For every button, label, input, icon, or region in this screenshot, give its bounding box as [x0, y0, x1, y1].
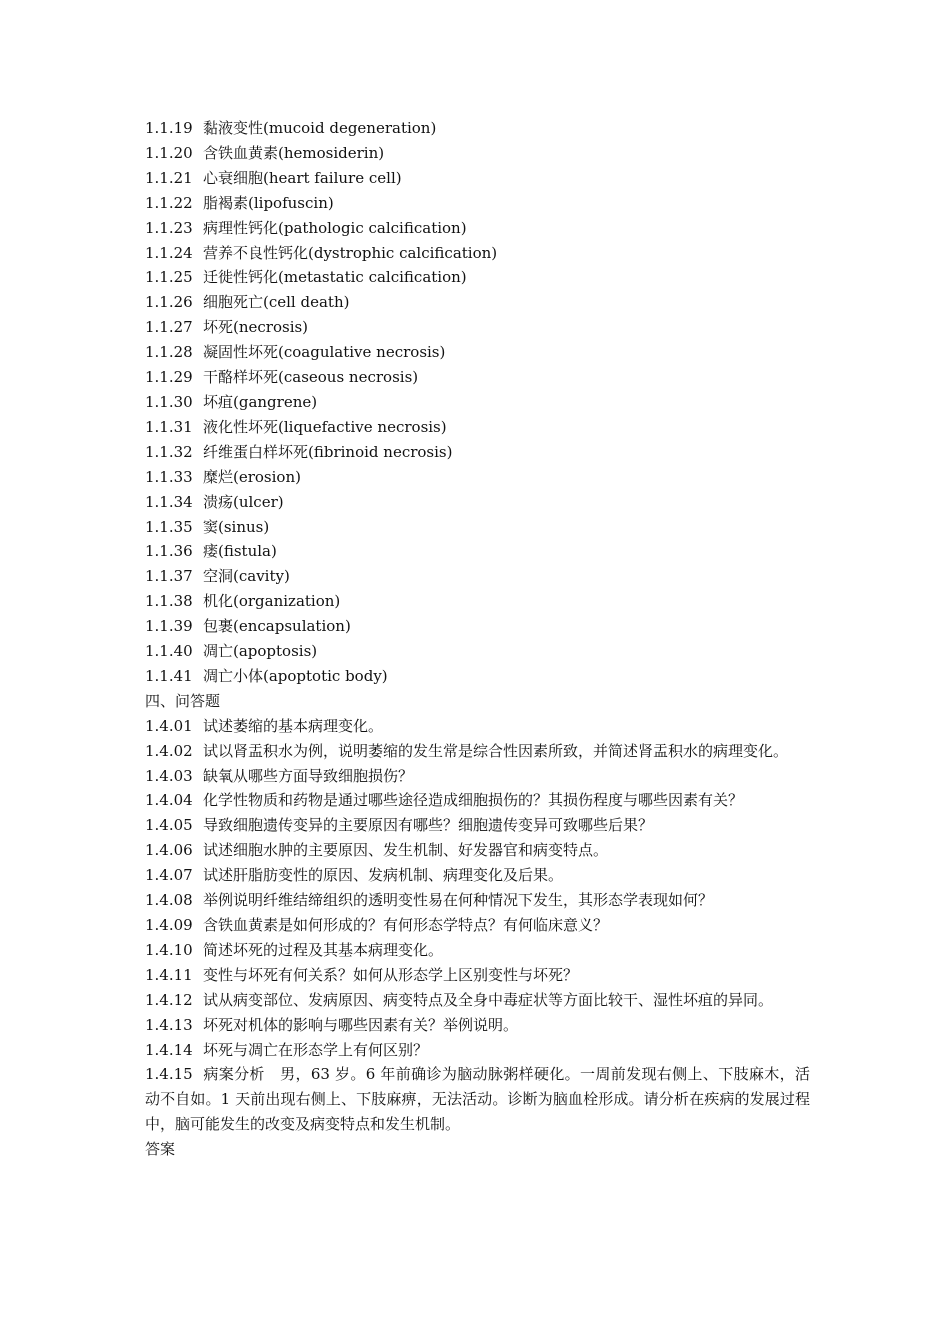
item-text: 溃疡(ulcer)	[203, 492, 284, 511]
term-item	[145, 216, 810, 241]
item-text: 含铁血黄素是如何形成的？有何形态学特点？有何临床意义？	[203, 916, 609, 934]
answer-heading: 答案	[145, 1140, 176, 1159]
item-text: 含铁血黄素(hemosiderin)	[203, 143, 385, 162]
item-text: 试以肾盂积水为例，说明萎缩的发生常是综合性因素所致，并简述肾盂积水的病理变化。	[203, 741, 789, 760]
section-heading: 四、问答题	[145, 691, 221, 710]
item-text: 坏疽(gangrene)	[203, 392, 318, 411]
item-text: 举例说明纤维结缔组织的透明变性易在何种情况下发生，其形态学表现如何？	[203, 891, 714, 910]
item-text: 病理性钙化(pathologic calcification)	[203, 218, 467, 237]
question-item	[145, 963, 810, 988]
item-text: 化学性物质和药物是通过哪些途径造成细胞损伤的？其损伤程度与哪些因素有关？	[203, 791, 744, 810]
term-item	[145, 290, 810, 315]
item-number: 1.4.01	[145, 716, 193, 735]
term-item	[145, 141, 810, 166]
item-number: 1.1.34	[145, 492, 193, 511]
item-text: 心衰细胞(heart failure cell)	[203, 168, 402, 187]
item-text: 简述坏死的过程及其基本病理变化。	[203, 940, 444, 959]
item-number: 1.1.19	[145, 119, 193, 137]
item-number: 1.4.14	[145, 1040, 193, 1059]
item-number: 1.1.38	[145, 592, 193, 611]
item-text: 凋亡小体(apoptotic body)	[203, 666, 388, 685]
item-number: 1.4.04	[145, 791, 193, 810]
term-item	[145, 589, 810, 614]
question-item	[145, 813, 810, 838]
terms-list	[145, 116, 810, 689]
item-number: 1.4.12	[145, 990, 193, 1009]
question-item	[145, 888, 810, 913]
item-number: 1.1.36	[145, 542, 193, 561]
term-item	[145, 465, 810, 490]
term-item	[145, 490, 810, 515]
item-number: 1.4.05	[145, 816, 193, 835]
term-item	[145, 539, 810, 564]
item-number: 1.1.27	[145, 318, 193, 337]
item-number: 1.1.32	[145, 442, 193, 461]
item-text: 糜烂(erosion)	[203, 467, 301, 486]
term-item	[145, 166, 810, 191]
item-number: 1.4.10	[145, 940, 193, 959]
item-number: 1.1.28	[145, 343, 193, 362]
questions-list	[145, 714, 810, 1137]
item-number: 1.1.35	[145, 517, 193, 536]
term-item	[145, 639, 810, 664]
item-number: 1.4.08	[145, 891, 193, 910]
item-number: 1.4.15	[145, 1065, 193, 1084]
item-number: 1.4.11	[145, 965, 193, 984]
item-number: 1.1.21	[145, 168, 193, 187]
item-text: 凝固性坏死(coagulative necrosis)	[203, 343, 446, 362]
item-text: 窦(sinus)	[203, 517, 270, 536]
item-number: 1.1.30	[145, 392, 193, 411]
item-text: 试述细胞水肿的主要原因、发生机制、好发器官和病变特点。	[203, 841, 609, 860]
item-number: 1.4.02	[145, 741, 193, 760]
question-item	[145, 764, 810, 789]
item-text: 试述肝脂肪变性的原因、发病机制、病理变化及后果。	[203, 866, 564, 885]
term-item	[145, 415, 810, 440]
term-item	[145, 315, 810, 340]
item-text: 营养不良性钙化(dystrophic calcification)	[203, 243, 498, 262]
item-number: 1.1.26	[145, 293, 193, 312]
term-item	[145, 664, 810, 689]
item-text: 空洞(cavity)	[203, 567, 290, 586]
item-text: 迁徙性钙化(metastatic calcification)	[203, 268, 467, 287]
item-number: 1.1.39	[145, 617, 193, 636]
item-number: 1.1.31	[145, 417, 193, 436]
item-number: 1.1.40	[145, 642, 193, 661]
document-page	[145, 116, 810, 1162]
question-item	[145, 739, 810, 764]
item-text: 凋亡(apoptosis)	[203, 642, 318, 661]
item-text: 细胞死亡(cell death)	[203, 293, 350, 312]
question-item	[145, 1062, 810, 1137]
question-item	[145, 714, 810, 739]
item-number: 1.4.07	[145, 866, 193, 885]
question-item	[145, 863, 810, 888]
term-item	[145, 564, 810, 589]
item-number: 1.4.13	[145, 1015, 193, 1034]
item-number: 1.1.41	[145, 666, 193, 685]
question-item	[145, 988, 810, 1013]
item-text: 干酪样坏死(caseous necrosis)	[203, 368, 419, 387]
item-text: 变性与坏死有何关系？如何从形态学上区别变性与坏死？	[203, 965, 579, 984]
term-item	[145, 340, 810, 365]
item-text: 病案分析 男，63 岁。6 年前确诊为脑动脉粥样硬化。一周前发现右侧上、下肢麻木，活动不自如。1 天前出现右侧上、下肢麻痹，无法活动。诊断为脑血栓形成。请分析在疾病的发展过程中，脑可能发生的改变及病变特点和发生机制。	[145, 1065, 810, 1134]
term-item	[145, 265, 810, 290]
item-text: 液化性坏死(liquefactive necrosis)	[203, 417, 447, 436]
item-text: 试述萎缩的基本病理变化。	[203, 716, 384, 735]
item-number: 1.4.09	[145, 916, 193, 934]
item-number: 1.1.25	[145, 268, 193, 287]
item-number: 1.1.20	[145, 143, 193, 162]
item-text: 坏死(necrosis)	[203, 318, 309, 337]
item-number: 1.1.29	[145, 368, 193, 387]
item-text: 试从病变部位、发病原因、病变特点及全身中毒症状等方面比较干、湿性坏疽的异同。	[203, 990, 774, 1009]
item-text: 机化(organization)	[203, 592, 341, 611]
item-number: 1.1.23	[145, 218, 193, 237]
question-item	[145, 913, 810, 938]
item-text: 瘘(fistula)	[203, 542, 277, 561]
item-text: 脂褐素(lipofuscin)	[203, 193, 334, 212]
term-item	[145, 515, 810, 540]
item-text: 坏死对机体的影响与哪些因素有关？举例说明。	[203, 1015, 519, 1034]
term-item	[145, 191, 810, 216]
item-text: 导致细胞遗传变异的主要原因有哪些？细胞遗传变异可致哪些后果？	[203, 816, 654, 835]
term-item	[145, 614, 810, 639]
term-item	[145, 365, 810, 390]
item-text: 包裹(encapsulation)	[203, 617, 351, 636]
item-number: 1.1.22	[145, 193, 193, 212]
question-item	[145, 788, 810, 813]
term-item	[145, 241, 810, 266]
question-item	[145, 1013, 810, 1038]
term-item	[145, 390, 810, 415]
question-item	[145, 1038, 810, 1063]
item-text: 黏液变性(mucoid degeneration)	[203, 119, 437, 137]
term-item	[145, 116, 810, 141]
item-number: 1.1.33	[145, 467, 193, 486]
item-number: 1.4.06	[145, 841, 193, 860]
item-number: 1.4.03	[145, 766, 193, 785]
item-text: 缺氧从哪些方面导致细胞损伤？	[203, 766, 414, 785]
term-item	[145, 440, 810, 465]
item-number: 1.1.24	[145, 243, 193, 262]
question-item	[145, 838, 810, 863]
item-number: 1.1.37	[145, 567, 193, 586]
question-item	[145, 938, 810, 963]
item-text: 坏死与凋亡在形态学上有何区别？	[203, 1040, 429, 1059]
item-text: 纤维蛋白样坏死(fibrinoid necrosis)	[203, 442, 453, 461]
